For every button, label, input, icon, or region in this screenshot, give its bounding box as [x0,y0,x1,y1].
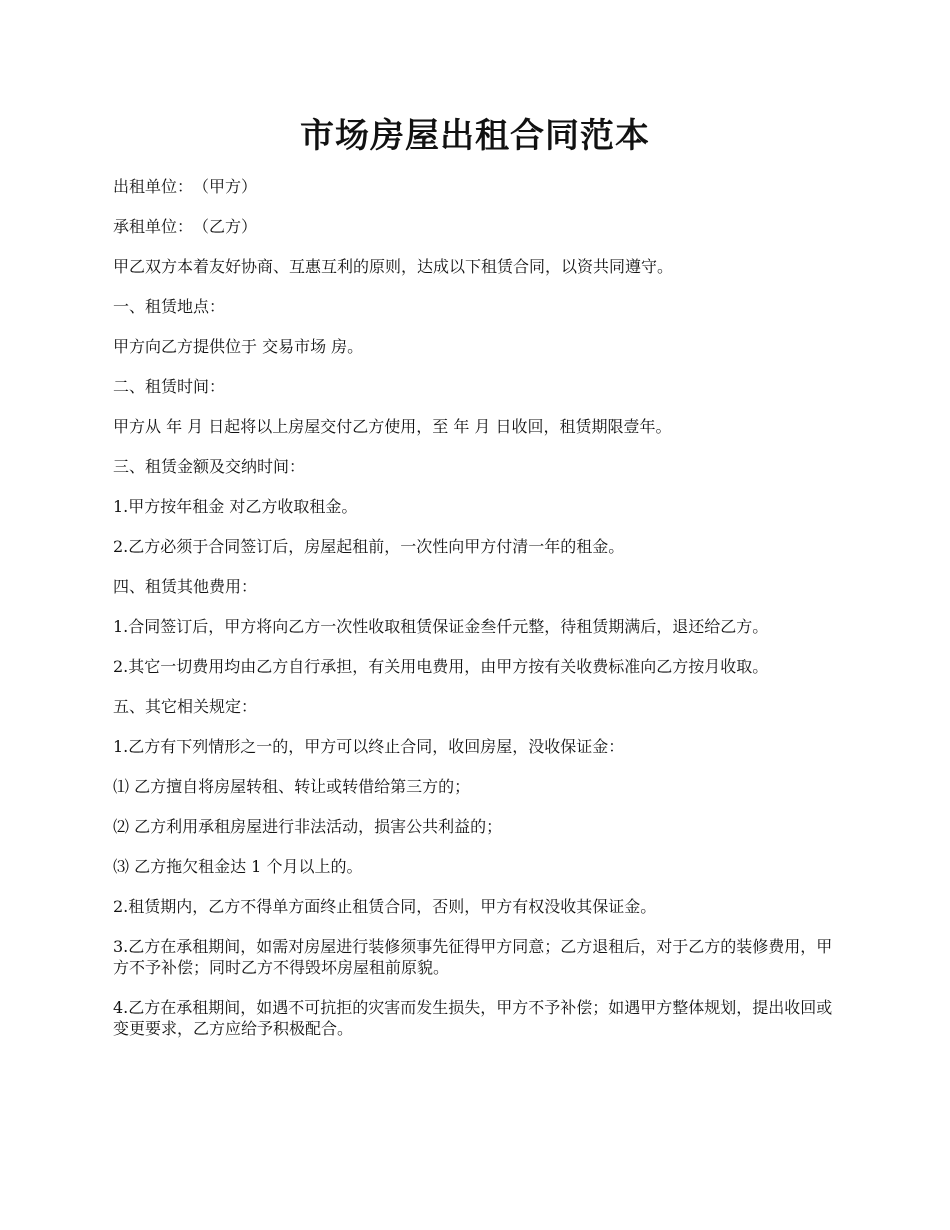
provision-1-item-3: ⑶ 乙方拖欠租金达 1 个月以上的。 [113,857,363,876]
fees-clause-2: 2.其它一切费用均由乙方自行承担，有关用电费用，由甲方按有关收费标准向乙方按月收取。 [113,657,769,676]
location-clause: 甲方向乙方提供位于 交易市场 房。 [113,337,364,356]
provision-2: 2.租赁期内，乙方不得单方面终止租赁合同，否则，甲方有权没收其保证金。 [113,897,657,916]
section-heading-other-fees: 四、租赁其他费用： [113,577,258,596]
lessor-line: 出租单位： （甲方） [113,177,258,196]
document-body [113,176,843,1058]
section-heading-provisions: 五、其它相关规定： [113,697,258,716]
provision-3: 3.乙方在承租期间，如需对房屋进行装修须事先征得甲方同意；乙方退租后，对于乙方的装修费用，甲方不予补偿；同时乙方不得毁坏房屋租前原貌。 [113,937,833,977]
provision-4: 4.乙方在承租期间，如遇不可抗拒的灾害而发生损失，甲方不予补偿；如遇甲方整体规划，提出收回或变更要求，乙方应给予积极配合。 [113,998,833,1038]
section-heading-location: 一、租赁地点： [113,297,226,316]
section-heading-rent: 三、租赁金额及交纳时间： [113,457,306,476]
rent-clause-1: 1.甲方按年租金 对乙方收取租金。 [113,497,358,516]
provision-1: 1.乙方有下列情形之一的，甲方可以终止合同，收回房屋，没收保证金： [113,737,625,756]
document-title: 市场房屋出租合同范本 [300,116,650,156]
provision-1-item-2: ⑵ 乙方利用承租房屋进行非法活动，损害公共利益的； [113,817,503,836]
provision-1-item-1: ⑴ 乙方擅自将房屋转租、转让或转借给第三方的； [113,777,471,796]
section-heading-term: 二、租赁时间： [113,377,226,396]
term-clause: 甲方从 年 月 日起将以上房屋交付乙方使用，至 年 月 日收回，租赁期限壹年。 [113,417,672,436]
rent-clause-2: 2.乙方必须于合同签订后，房屋起租前，一次性向甲方付清一年的租金。 [113,537,625,556]
fees-clause-1: 1.合同签订后，甲方将向乙方一次性收取租赁保证金叁仟元整，待租赁期满后，退还给乙方。 [113,617,769,636]
lessee-line: 承租单位： （乙方） [113,217,258,236]
preamble: 甲乙双方本着友好协商、互惠互利的原则，达成以下租赁合同，以资共同遵守。 [113,257,674,276]
